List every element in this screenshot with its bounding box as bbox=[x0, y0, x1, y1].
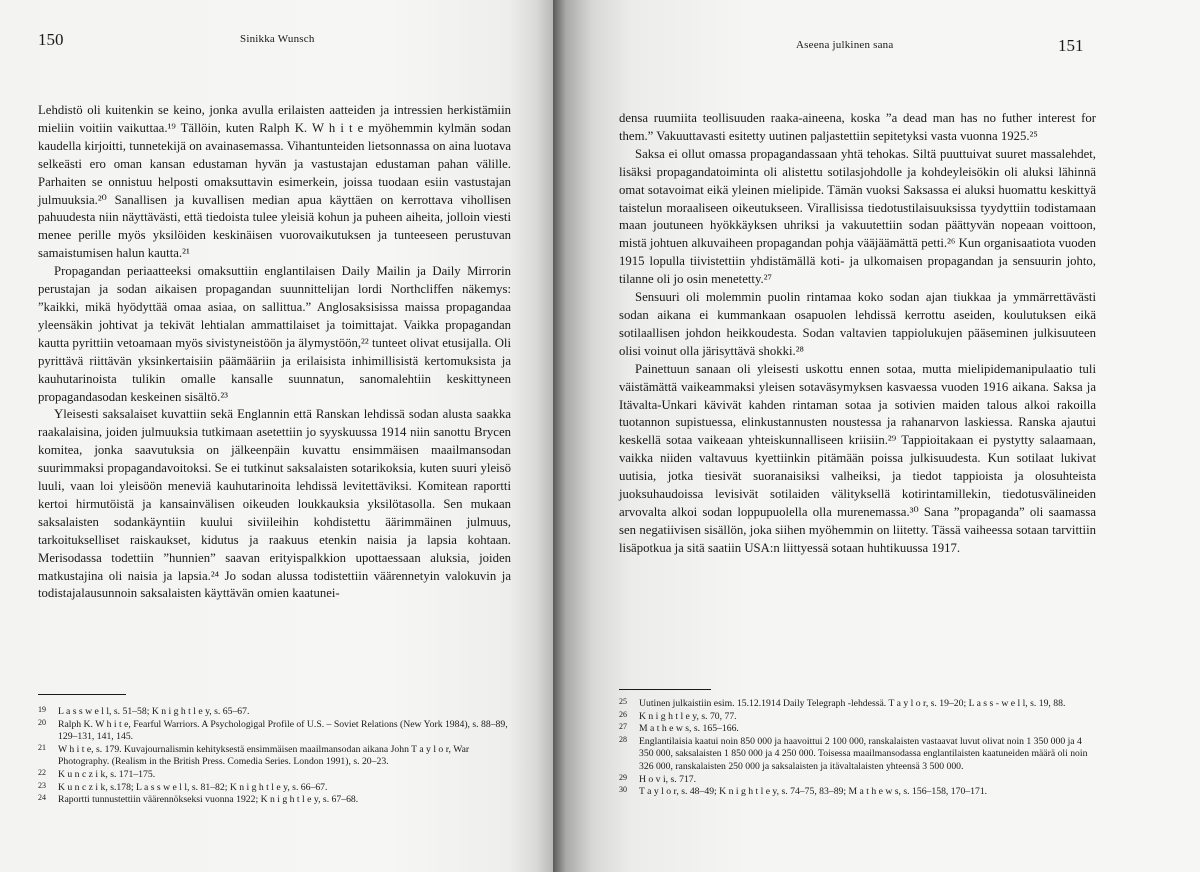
footnote-rule bbox=[38, 694, 126, 695]
body-text bbox=[619, 110, 1096, 558]
running-head: Aseena julkinen sana bbox=[796, 39, 894, 51]
footnote: 20 Ralph K. W h i t e, Fearful Warriors. A Psychologigal Profile of U.S. – Soviet Relations (New York 1984), s. 88–89, 129–131, 141, 145. bbox=[38, 717, 508, 743]
left-page bbox=[0, 0, 553, 872]
body-text bbox=[38, 102, 511, 603]
paragraph: Yleisesti saksalaiset kuvattiin sekä Englannin että Ranskan lehdissä sodan alusta saakka raakalaisina, joiden julmuuksia tutkimaan asetettiin jo syyskuussa 1914 niin sanottu Brycen komitea, jonka saavutuksia on jälkeenpäin kuvattu ensimmäisen maailmansodan suurimmaksi propagandavoitoksi. Se ei tutkinut saksalaisten sotarikoksia, kuten suuri yleisö luuli, vaan loi yleisöön meneviä kauhutarinoita lehdissä levitettäviksi. Komitean raportti kertoi hirmutöistä ja kansainvälisen oikeuden loukkauksia yksilötasolla. Sen mukaan saksalaisten sodankäyntiin kuului siviileihin kohdistettu äärimmäinen julmuus, tarkoitukselliset raiskaukset, kidutus ja raakuus etenkin naisia ja lapsia kohtaan. Merisodassa todettiin ”hunnien” saavan erityispalkkion upottaessaan aluksia, joiden matkustajina oli naisia ja lapsia.²⁴ Jo sodan alussa todistettiin väärennetyin valokuvin ja todistajalausunnoin saksalaisten käyttävän omien kaatunei- bbox=[38, 407, 511, 601]
running-head: Sinikka Wunsch bbox=[240, 33, 315, 45]
paragraph: densa ruumiita teollisuuden raaka-aineena, koska ”a dead man has no futher interest for them.” Vakuuttavasti esitetty uutinen paljastettiin sepitetyksi vasta vuonna 1925.²⁵ bbox=[619, 111, 1096, 143]
footnote: 21 W h i t e, s. 179. Kuvajournalismin kehityksestä ensimmäisen maailmansodan aikana John T a y l o r, War Photography. (Realism in the British Press. Comedia Series. London 1991), s. 20–23. bbox=[38, 742, 470, 768]
footnote: 26 K n i g h t l e y, s. 70, 77. bbox=[619, 709, 737, 722]
page-number: 151 bbox=[1058, 36, 1084, 55]
footnote: 25 Uutinen julkaistiin esim. 15.12.1914 Daily Telegraph -lehdessä. T a y l o r, s. 19–20; L a s s - w e l l, s. 19, 88. bbox=[619, 697, 1066, 709]
footnotes bbox=[619, 698, 1096, 799]
right-page bbox=[553, 0, 1200, 872]
paragraph: Lehdistö oli kuitenkin se keino, jonka avulla erilaisten aatteiden ja intressien herkistämiin mieliin voitiin vaikuttaa.¹⁹ Tällöin, kuten Ralph K. W h i t e myöhemmin kylmän sodan kaudella kirjoitti, tunnetekijä on avainasemassa. Vihantunteiden lietsonnassa on aina luotava selkeästi ero oman kansan edustaman hyvän ja vastustajan edustaman pahan välille. Parhaiten se onnistuu helposti omaksuttavin esimerkein, joissa tuodaan esiin vastustajan julmuuksia.²⁰ Sanallisen ja kuvallisen median apua käyttäen on kerrottava vihollisen pahuudesta niin näyttävästi, että tiedoista tulee yleisiä kohun ja puheen aiheita, jolloin viesti menee perille myös yksilöiden keskinäisen vuorovaikutuksen ja tunteeseen perustuvan samaistumisen halun kautta.²¹ bbox=[38, 103, 511, 261]
footnote-rule bbox=[619, 689, 711, 690]
paragraph: Painettuun sanaan oli yleisesti uskottu ennen sotaa, mutta mielipidemanipulaatio tuli väistämättä vaikeammaksi yleisen sotaväsymyksen kasvaessa vuoden 1916 aikana. Saksa ja Itävalta-Unkari kävivät kahden rintaman sotaa ja sotivien maiden talous alkoi rakoilla tuotannon supistuessa, elinkustannusten noustessa ja rahanarvon laskiessa. Ranska ajautui keskellä sotaa vaikeaan yhteiskunnalliseen kriisiin.²⁹ Tappioitakaan ei pystytty salaamaan, vaikka niiden valtavuus kyettiinkin pitämään poissa julkisuudesta. Kun sotilaat lukivat uutisia, jotka tiesivät suoranaisiksi valheiksi, ja tiedot tappioista ja olosuhteista juoksuhaudoissa levisivät sotilaiden välityksellä kotirintamillekin, tiedotusvälineiden arvovalta alkoi sodan loppupuolella olla murenemassa.³⁰ Sana ”propaganda” oli saamassa sen negatiivisen sisällön, joka siihen myöhemmin on liitetty. Tässä vaiheessa sotaan tarvittiin lisäpotkua ja sitä saatiin USA:n liittyessä sotaan huhtikuussa 1917. bbox=[619, 361, 1096, 555]
footnote: 29 H o v i, s. 717. bbox=[619, 772, 697, 785]
footnote: 28 Englantilaisia kaatui noin 850 000 ja haavoittui 2 100 000, ranskalaisten vastaavat luvut olivat noin 1 350 000 ja 4 350 000, saksalaisten 1 850 000 ja 4 250 000. Toisessa maailmansodassa englantilaisten kaatuneiden määrä oli noin 326 000, ranskalaisten 250 000 ja saksalaisten ja itävaltalaisten yhteensä 3 500 000. bbox=[619, 734, 1088, 772]
footnote: 24 Raportti tunnustettiin väärennökseksi vuonna 1922; K n i g h t l e y, s. 67–68. bbox=[38, 793, 359, 806]
footnote: 30 T a y l o r, s. 48–49; K n i g h t l e y, s. 74–75, 83–89; M a t h e w s, s. 156–158, 170–171. bbox=[619, 785, 988, 798]
paragraph: Propagandan periaatteeksi omaksuttiin englantilaisen Daily Mailin ja Daily Mirrorin perustajan ja sodan aikaisen propagandan suunnittelijan lordi Northcliffen näkemys: ”kaikki, mikä hyödyttää omaa asiaa, on sallittua.” Anglosaksisissa maissa propagandaa yleensäkin johtivat ja tekivät lehtialan ammattilaiset ja toimittajat. Vaikka propagandan kautta pyrittiin vetoamaan myös sivistyneistöön ja älymystöön,²² tunteet olivat etusijalla. Oli pyrittävä riittävän yksinkertaisiin päämääriin ja erilaisista inhimillisistä kertomuksista ja kauhutarinoista tulikin omalle kansalle suunnatun, sanomalehtiin keskittyneen propagandasodan keskeinen sisältö.²³ bbox=[38, 264, 511, 404]
footnote: 27 M a t h e w s, s. 165–166. bbox=[619, 722, 739, 735]
paragraph: Saksa ei ollut omassa propagandassaan yhtä tehokas. Siltä puuttuivat suuret massalehdet, lisäksi propagandatoiminta oli alistettu sotilasjohdolle ja kohdeyleisökin oli aluksi lähinnä omat sotavoimat eikä yleinen mielipide. Tämän vuoksi Saksassa ei aluksi huomattu keskittyä taistelun moraaliseen oikeutukseen. Virallisissa tiedotustilaisuuksissa tyydyttiin todistamaan maan joutuneen hyökkäyksen uhriksi ja vakuutettiin sodan päättyvän nopeaan voittoon, mistä johtuen alkuvaiheen propagandan pohja vääjäämättä petti.²⁶ Kun organisaatiota vuoden 1915 lopulla tiivistettiin yhdistämällä koti- ja ulkomaisen propagandan ja sensuurin johto, tilanne oli jo osin menetetty.²⁷ bbox=[619, 146, 1096, 287]
footnote: 19 L a s s w e l l, s. 51–58; K n i g h t l e y, s. 65–67. bbox=[38, 705, 250, 717]
page-number: 150 bbox=[38, 30, 64, 49]
footnote: 22 K u n c z i k, s. 171–175. bbox=[38, 767, 156, 780]
footnotes bbox=[38, 706, 511, 807]
footnote: 23 K u n c z i k, s.178; L a s s w e l l, s. 81–82; K n i g h t l e y, s. 66–67. bbox=[38, 780, 328, 793]
paragraph: Sensuuri oli molemmin puolin rintamaa koko sodan ajan tiukkaa ja ymmärrettävästi sodan aikana ei kummankaan osapuolen lehdissä kerrottu aseiden, koulutuksen eikä sotilaallisen johdon heikkoudesta. Sodan valtavien tappiolukujen pääseminen julkisuuteen olisi voinut olla järisyttävä shokki.²⁸ bbox=[619, 290, 1096, 358]
